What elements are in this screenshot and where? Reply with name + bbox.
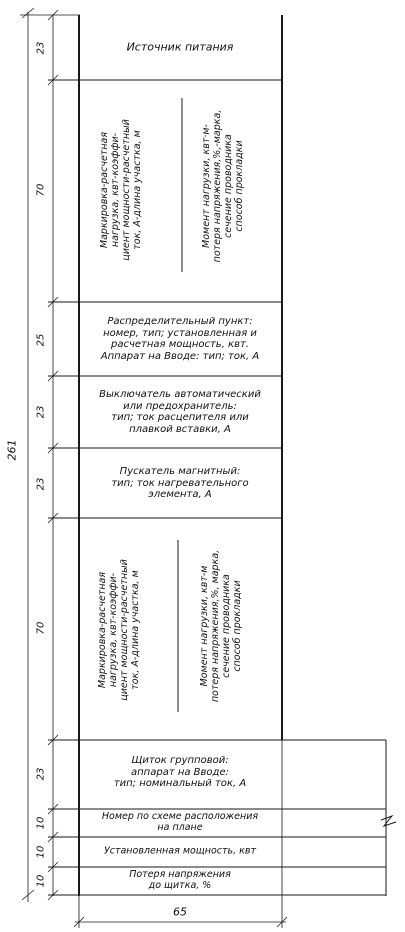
mark2-right-text: Момент нагрузки, квт-м потеря напряжения,%, марка, сечение проводника способ прокладки [199, 549, 243, 703]
mark1-left-text: Маркировка-расчетная нагрузка, квт-коэффи- циент мощности-расчетный ток, А-длина участка, м [99, 119, 143, 261]
plan-number-text: Номер по схеме расположения на плане [101, 811, 259, 833]
row-dim-7: 23 [35, 767, 47, 781]
row-dim-6: 70 [35, 621, 47, 635]
row-dim-1: 23 [35, 41, 47, 55]
distribution-point-text: Распределительный пункт: номер, тип; установленная и расчетная мощность, квт. Аппарат на Вводе: тип; ток, А [100, 316, 260, 362]
power-source-label: Источник питания [126, 40, 234, 54]
installed-power-text: Установленная мощность, квт [103, 845, 257, 857]
row-dim-4: 23 [35, 405, 47, 419]
break-mark [381, 816, 396, 826]
row-dim-9: 10 [35, 845, 47, 859]
row-dim-2: 70 [35, 183, 47, 197]
breaker-text: Выключатель автоматический или предохранитель: тип; ток расцепителя или плавкой вставки, А [99, 389, 261, 435]
starter-text: Пускатель магнитный: тип; ток нагревательного элемента, А [111, 465, 249, 500]
total-dimension-label: 261 [5, 439, 19, 461]
mark1-right-text: Момент нагрузки, квт·м- потеря напряжения,%,-марка, сечение проводника способ прокладки [201, 109, 245, 263]
mark2-left-text: Маркировка-расчетная нагрузка, квт-коэффи- циент мощности-расчетный ток, А-длина участка, м [97, 559, 141, 701]
row-dim-10: 10 [35, 874, 47, 888]
width-dimension-label: 65 [173, 905, 187, 919]
row-dim-8: 10 [35, 816, 47, 830]
row-dim-3: 25 [35, 333, 47, 347]
voltage-loss-text: Потеря напряжения до щитка, % [129, 869, 231, 891]
row-dim-5: 23 [35, 477, 47, 491]
group-panel-text: Щиток групповой: аппарат на Вводе: тип; номинальный ток, А [113, 754, 247, 789]
